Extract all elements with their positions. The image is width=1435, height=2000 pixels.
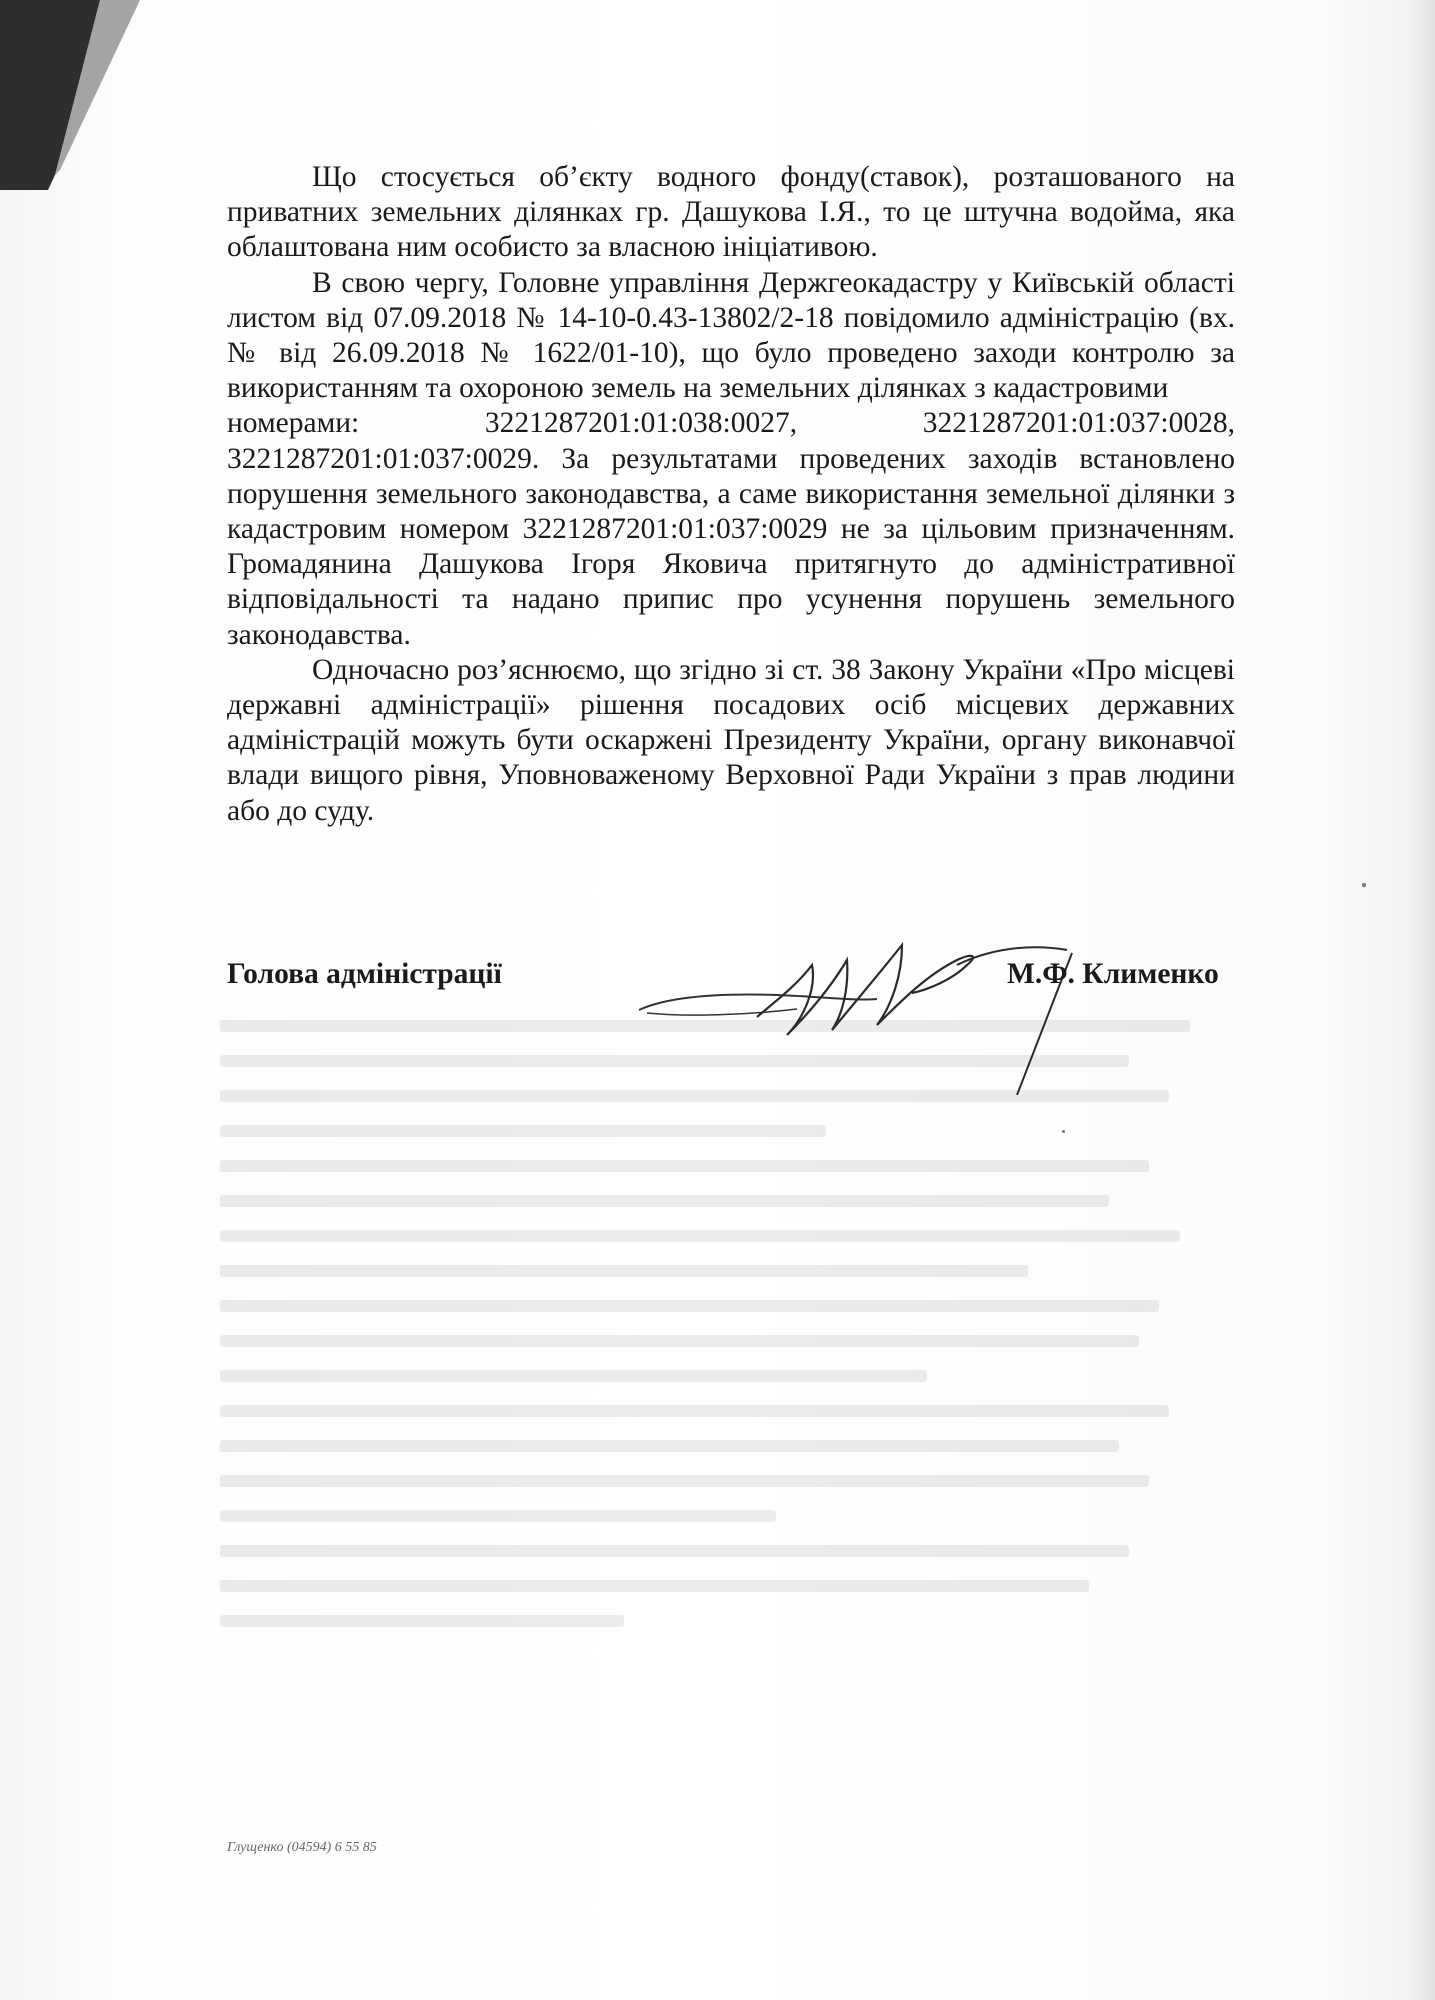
- cadastre-label: номерами:: [227, 407, 360, 440]
- cadastre-number: 3221287201:01:037:0028,: [922, 407, 1235, 440]
- signatory-title: Голова адміністрації: [227, 958, 502, 990]
- signature-block: [227, 950, 1235, 1090]
- executor-contact: Глущенко (04594) 6 55 85: [227, 1840, 377, 1855]
- handwritten-signature: [627, 905, 1107, 1095]
- paragraph-geocadastre: В свою чергу, Головне управління Держгеокадастру у Київській області листом від 07.09.2018 № 14-10-0.43-13802/2-18 повідомило адміністрацію (вх. № від 26.09.2018 № 1622/01-10), що було проведено заходи контролю за використанням та охороною земель на земельних ділянках з кадастровими: [227, 266, 1235, 405]
- letter-body: [227, 160, 1235, 829]
- paragraph-water-object: Що стосується об’єкту водного фонду(ставок), розташованого на приватних земельних ділянках гр. Дашукова І.Я., то це штучна водойма, яка облаштована ним особисто за власною ініціативою.: [227, 161, 1235, 264]
- paragraph-appeal-rights: Одночасно роз’яснюємо, що згідно зі ст. 38 Закону України «Про місцеві державні адміністрації» рішення посадових осіб місцевих державних адміністрацій можуть бути оскаржені Президенту України, органу виконавчої влади вищого рівня, Уповноваженому Верховної Ради України з прав людини або до суду.: [227, 653, 1235, 827]
- folded-corner-shadow: [0, 0, 140, 190]
- paragraph-violation: 3221287201:01:037:0029. За результатами проведених заходів встановлено порушення земельного законодавства, а саме використання земельної ділянки з кадастровим номером 3221287201:01:037:0029 не за цільовим призначенням. Громадянина Дашукова Ігоря Яковича притягнуто до адміністративної відповідальності та надано припис про усунення порушень земельного законодавства.: [227, 442, 1235, 651]
- cadastre-numbers-line: [227, 406, 1235, 441]
- bleed-through-text: [220, 1020, 1230, 1720]
- scan-speck: [1362, 883, 1366, 887]
- cadastre-number: 3221287201:01:038:0027,: [484, 407, 798, 440]
- signatory-name: М.Ф. Клименко: [1007, 958, 1219, 990]
- scan-speck: [1062, 1130, 1065, 1133]
- page-edge-shadow: [1413, 0, 1435, 2000]
